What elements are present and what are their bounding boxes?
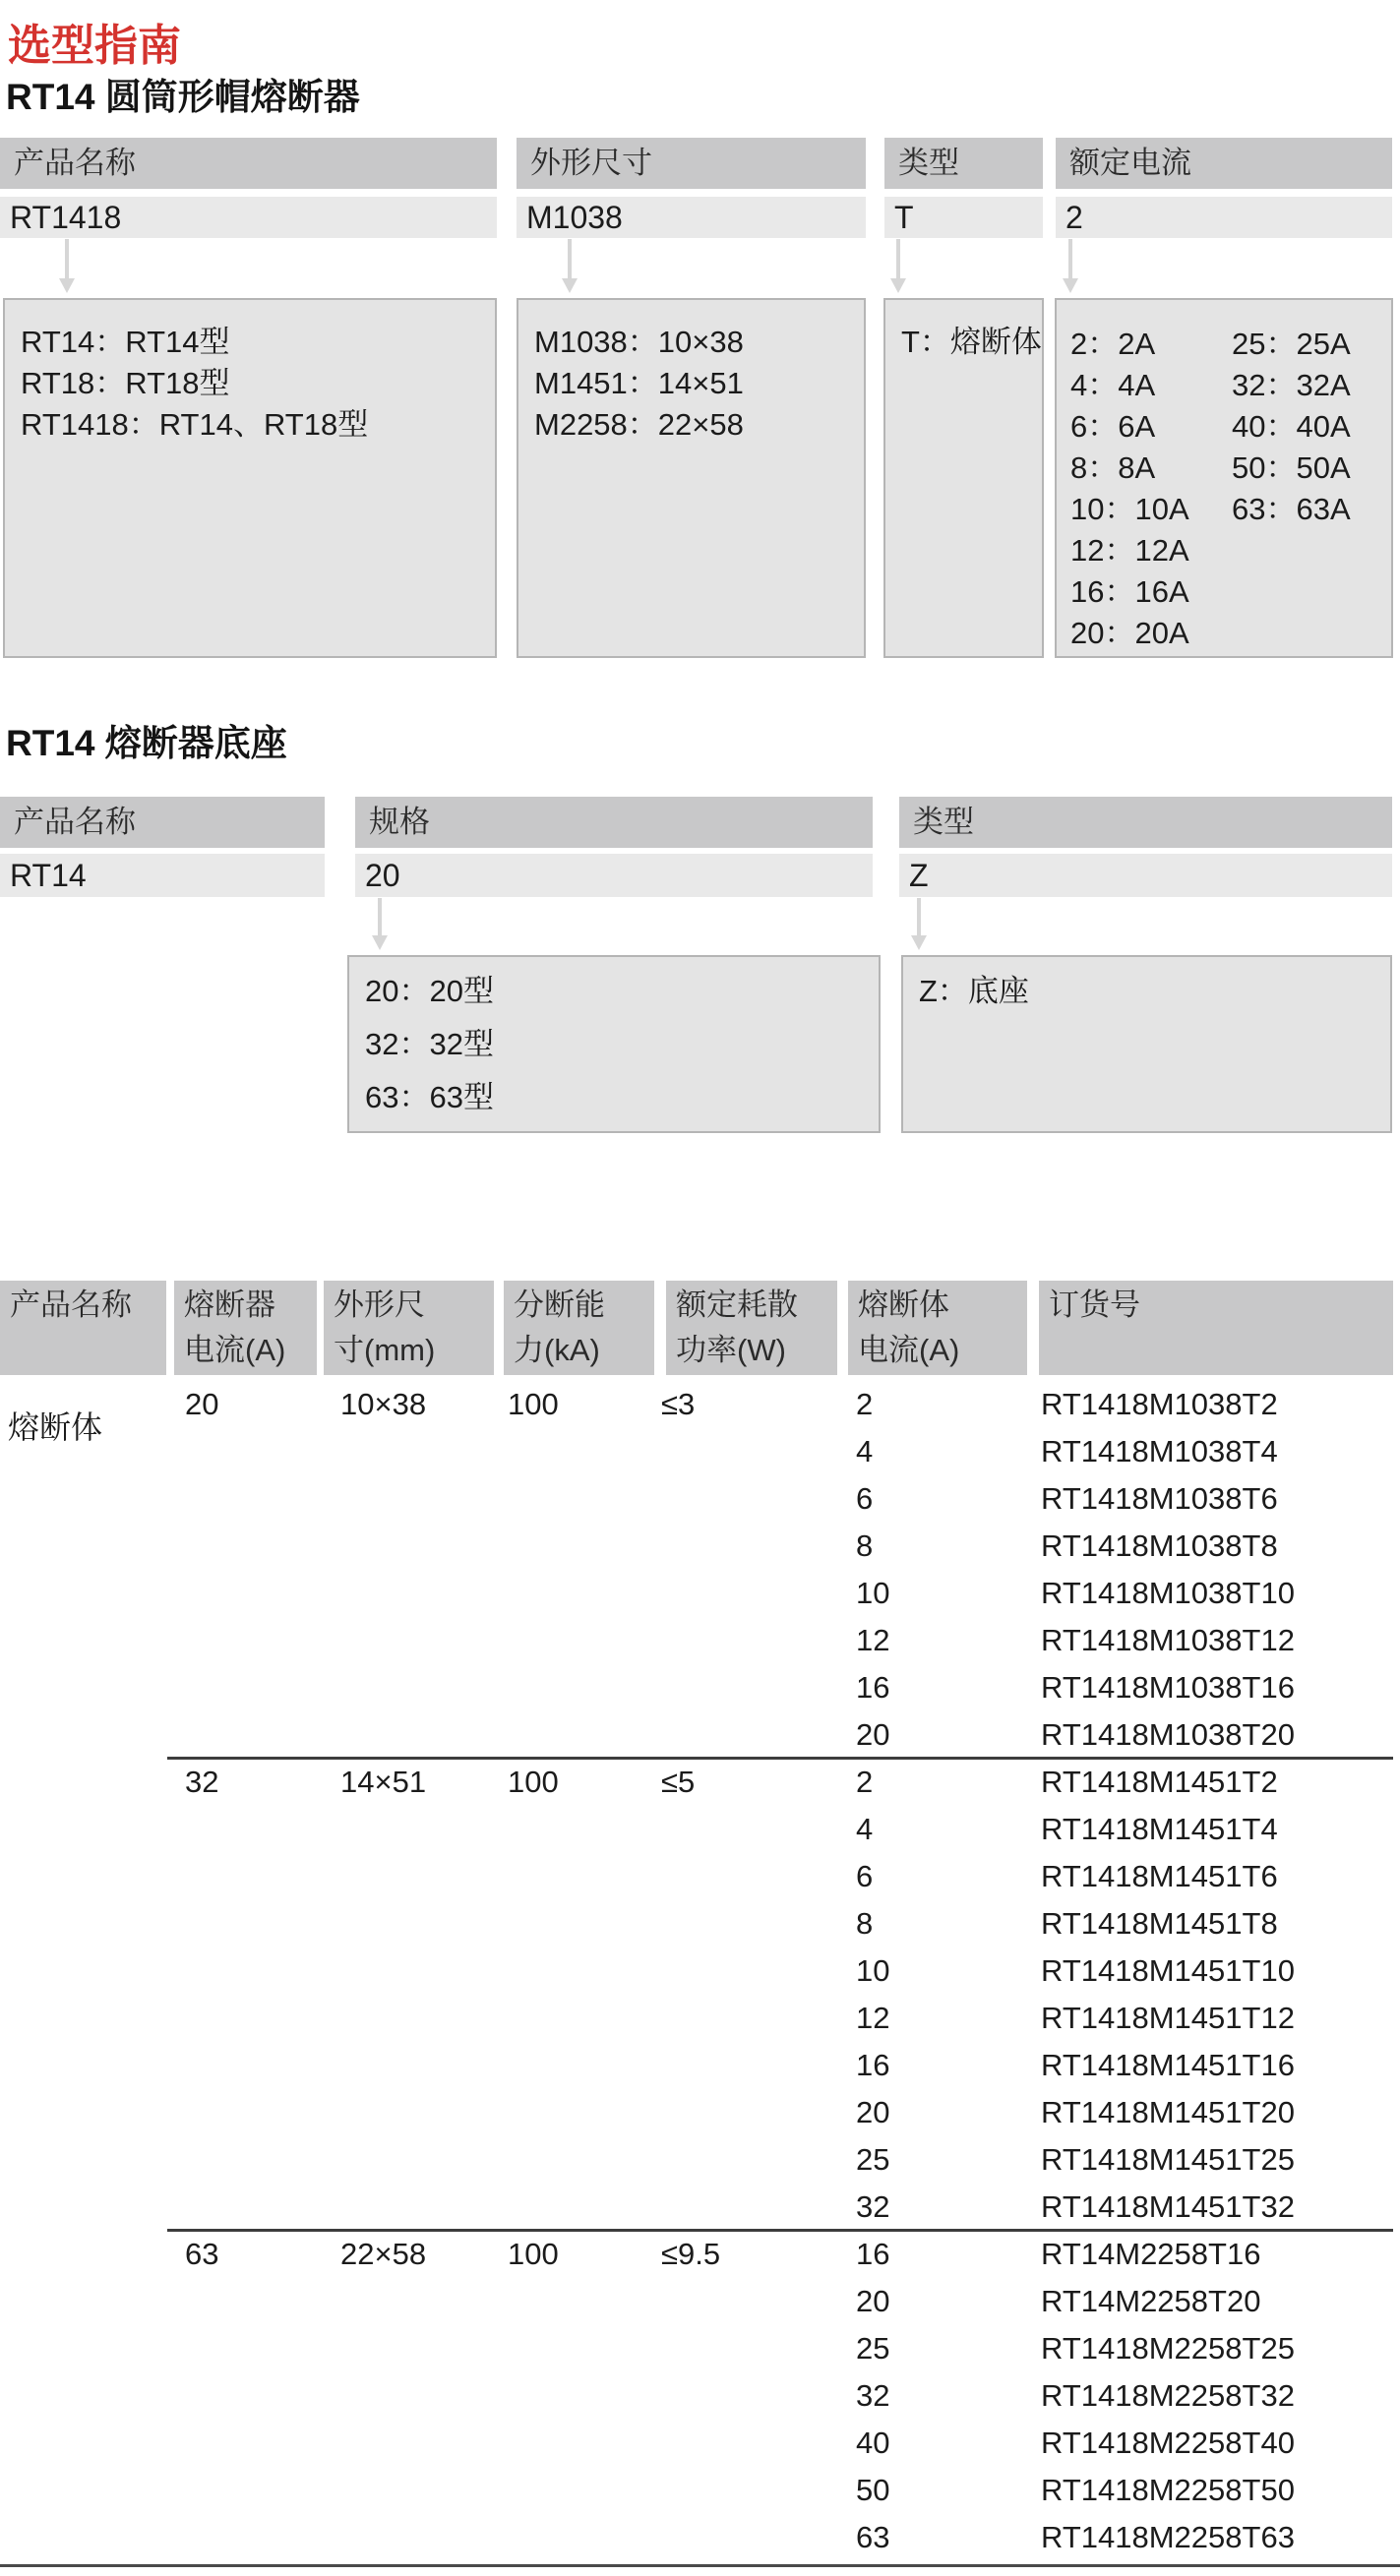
order-table-row (0, 2467, 1400, 2514)
row-fusebody-current: 20 (856, 2284, 890, 2318)
s1-value-product-name: RT1418 (0, 197, 497, 238)
s2-header-product-name: 产品名称 (0, 797, 325, 848)
s1-notes-type (883, 298, 1044, 658)
s1-header-type: 类型 (884, 138, 1043, 189)
s1-notes-rated-current (1055, 298, 1393, 658)
order-table-row (0, 1947, 1400, 1995)
row-order-no: RT1418M1451T4 (1041, 1812, 1278, 1846)
ot-header-fusebody-current (848, 1281, 1027, 1375)
note-line: 2：2A (1070, 327, 1156, 361)
s1-value-size: M1038 (517, 197, 866, 238)
s2-value-type: Z (899, 854, 1392, 897)
row-fusebody-current: 10 (856, 1953, 890, 1988)
note-line: 63：63A (1232, 492, 1351, 526)
order-table-row (0, 1853, 1400, 1900)
note-line: 63：63型 (365, 1080, 494, 1114)
header-line: 电流(A) (184, 1333, 286, 1367)
header-line: 力(kA) (514, 1333, 600, 1367)
s1-header-size: 外形尺寸 (517, 138, 866, 189)
note-line: 32：32型 (365, 1027, 494, 1061)
order-table-row (0, 2325, 1400, 2372)
section2-heading: RT14 熔断器底座 (6, 723, 287, 763)
row-fusebody-current: 12 (856, 1623, 890, 1657)
section1-heading: RT14 圆筒形帽熔断器 (6, 77, 360, 117)
order-table-row (0, 2184, 1400, 2231)
row-fusebody-current: 8 (856, 1528, 874, 1563)
row-fusebody-current: 10 (856, 1576, 890, 1610)
s1-value-type: T (884, 197, 1043, 238)
header-line: 熔断器 (184, 1288, 275, 1322)
order-table-row (0, 1381, 1400, 1428)
group-breaking-capacity: 100 (508, 1765, 559, 1799)
arrow-down-icon (65, 239, 69, 278)
order-table-row (0, 1759, 1400, 1806)
s1-value-rated-current: 2 (1056, 197, 1392, 238)
header-line: 电流(A) (858, 1333, 960, 1367)
ot-header-product-name (0, 1281, 166, 1375)
row-order-no: RT1418M1451T12 (1041, 2001, 1295, 2035)
note-line: T：熔断体 (901, 325, 1042, 359)
group-rows (0, 2231, 1400, 2561)
row-order-no: RT1418M1038T6 (1041, 1481, 1278, 1516)
group-breaking-capacity: 100 (508, 1387, 559, 1421)
bottom-rule (0, 2564, 1400, 2567)
row-fusebody-current: 12 (856, 2001, 890, 2035)
order-table-row (0, 1711, 1400, 1759)
header-line: 外形尺 (334, 1288, 425, 1322)
arrow-down-icon (896, 239, 900, 278)
order-table-body (0, 1381, 1400, 2561)
row-order-no: RT1418M1038T20 (1041, 1717, 1295, 1752)
order-table-row (0, 1995, 1400, 2042)
row-order-no: RT1418M2258T40 (1041, 2426, 1295, 2460)
header-line: 分断能 (514, 1288, 605, 1322)
header-line: 产品名称 (10, 1288, 132, 1322)
note-line: 50：50A (1232, 450, 1351, 485)
order-table-row (0, 2089, 1400, 2136)
header-line: 寸(mm) (334, 1333, 436, 1367)
row-order-no: RT1418M1451T32 (1041, 2189, 1295, 2224)
order-table-group (0, 1381, 1400, 1759)
row-fusebody-current: 32 (856, 2378, 890, 2413)
group-breaking-capacity: 100 (508, 2237, 559, 2271)
row-order-no: RT1418M1038T2 (1041, 1387, 1278, 1421)
row-order-no: RT1418M1038T16 (1041, 1670, 1295, 1705)
page-title: 选型指南 (8, 22, 181, 70)
row-order-no: RT1418M2258T50 (1041, 2473, 1295, 2507)
group-rows (0, 1381, 1400, 1759)
note-line: 16：16A (1070, 574, 1189, 609)
s1-header-product-name: 产品名称 (0, 138, 497, 189)
order-table-row (0, 1523, 1400, 1570)
ot-header-breaking-capacity (504, 1281, 654, 1375)
note-line: 25：25A (1232, 327, 1351, 361)
s1-notes-size (517, 298, 866, 658)
note-line: M2258：22×58 (534, 407, 744, 442)
ot-header-fuse-current (174, 1281, 317, 1375)
note-line: 32：32A (1232, 368, 1351, 402)
order-table-row (0, 2372, 1400, 2420)
note-line: RT14：RT14型 (21, 325, 230, 359)
note-line: 6：6A (1070, 409, 1156, 444)
order-table-row (0, 1617, 1400, 1664)
header-line: 功率(W) (676, 1333, 786, 1367)
row-order-no: RT14M2258T20 (1041, 2284, 1261, 2318)
row-fusebody-current: 20 (856, 1717, 890, 1752)
note-line: 4：4A (1070, 368, 1156, 402)
s1-header-rated-current: 额定电流 (1056, 138, 1392, 189)
order-table-row (0, 2420, 1400, 2467)
group-rows (0, 1759, 1400, 2231)
row-fusebody-current: 2 (856, 1387, 874, 1421)
row-fusebody-current: 16 (856, 1670, 890, 1705)
s2-value-spec: 20 (355, 854, 873, 897)
note-line: 20：20型 (365, 974, 494, 1008)
note-line: 12：12A (1070, 533, 1189, 568)
row-order-no: RT1418M1451T20 (1041, 2095, 1295, 2129)
s2-header-spec: 规格 (355, 797, 873, 848)
s2-header-type: 类型 (899, 797, 1392, 848)
group-size: 14×51 (340, 1765, 427, 1799)
order-table-row (0, 1806, 1400, 1853)
group-rated-power: ≤9.5 (661, 2237, 721, 2271)
order-table-row (0, 2042, 1400, 2089)
row-fusebody-current: 16 (856, 2048, 890, 2082)
note-line: M1038：10×38 (534, 325, 744, 359)
group-rated-power: ≤5 (661, 1765, 696, 1799)
row-order-no: RT14M2258T16 (1041, 2237, 1261, 2271)
group-fuse-current: 32 (185, 1765, 219, 1799)
note-line: M1451：14×51 (534, 366, 744, 400)
s2-notes-spec (347, 955, 881, 1133)
order-table-row (0, 2231, 1400, 2278)
order-table-row (0, 1664, 1400, 1711)
arrow-down-icon (378, 898, 382, 935)
s1-notes-product-name (3, 298, 497, 658)
ot-product-name-cell: 熔断体 (8, 1409, 103, 1445)
note-line: 8：8A (1070, 450, 1156, 485)
order-table-row (0, 1428, 1400, 1475)
arrow-down-icon (568, 239, 572, 278)
row-fusebody-current: 63 (856, 2520, 890, 2554)
rated-current-list-left (1070, 324, 1189, 654)
row-fusebody-current: 6 (856, 1481, 874, 1516)
note-line: RT1418：RT14、RT18型 (21, 407, 369, 442)
order-table-row (0, 1900, 1400, 1947)
order-table-row (0, 1475, 1400, 1523)
row-order-no: RT1418M1038T8 (1041, 1528, 1278, 1563)
row-order-no: RT1418M1451T6 (1041, 1859, 1278, 1893)
order-table-row (0, 2278, 1400, 2325)
row-fusebody-current: 6 (856, 1859, 874, 1893)
group-fuse-current: 20 (185, 1387, 219, 1421)
rated-current-list-right (1232, 324, 1351, 530)
order-table-row (0, 2136, 1400, 2184)
row-fusebody-current: 25 (856, 2142, 890, 2177)
row-order-no: RT1418M2258T63 (1041, 2520, 1295, 2554)
row-order-no: RT1418M1038T12 (1041, 1623, 1295, 1657)
note-line: 40：40A (1232, 409, 1351, 444)
row-fusebody-current: 20 (856, 2095, 890, 2129)
header-line: 熔断体 (858, 1288, 949, 1322)
row-order-no: RT1418M1451T8 (1041, 1906, 1278, 1941)
note-line: RT18：RT18型 (21, 366, 230, 400)
order-table-group (0, 2231, 1400, 2561)
group-rated-power: ≤3 (661, 1387, 696, 1421)
note-line: 20：20A (1070, 616, 1189, 650)
row-order-no: RT1418M1451T2 (1041, 1765, 1278, 1799)
row-order-no: RT1418M1451T25 (1041, 2142, 1295, 2177)
row-order-no: RT1418M1451T16 (1041, 2048, 1295, 2082)
group-size: 10×38 (340, 1387, 427, 1421)
row-fusebody-current: 4 (856, 1812, 874, 1846)
header-line: 订货号 (1049, 1288, 1140, 1322)
note-line: Z：底座 (919, 974, 1029, 1008)
row-fusebody-current: 40 (856, 2426, 890, 2460)
ot-header-order-no (1039, 1281, 1393, 1375)
row-fusebody-current: 32 (856, 2189, 890, 2224)
group-size: 22×58 (340, 2237, 427, 2271)
row-order-no: RT1418M1451T10 (1041, 1953, 1295, 1988)
arrow-down-icon (1068, 239, 1072, 278)
row-order-no: RT1418M2258T32 (1041, 2378, 1295, 2413)
ot-header-rated-power (666, 1281, 837, 1375)
row-fusebody-current: 16 (856, 2237, 890, 2271)
order-table-row (0, 1570, 1400, 1617)
row-fusebody-current: 50 (856, 2473, 890, 2507)
group-fuse-current: 63 (185, 2237, 219, 2271)
ot-header-size (324, 1281, 494, 1375)
row-fusebody-current: 4 (856, 1434, 874, 1468)
order-table-group (0, 1759, 1400, 2231)
s2-value-product-name: RT14 (0, 854, 325, 897)
row-fusebody-current: 2 (856, 1765, 874, 1799)
row-order-no: RT1418M1038T4 (1041, 1434, 1278, 1468)
note-line: 10：10A (1070, 492, 1189, 526)
row-fusebody-current: 25 (856, 2331, 890, 2366)
arrow-down-icon (917, 898, 921, 935)
row-fusebody-current: 8 (856, 1906, 874, 1941)
row-order-no: RT1418M2258T25 (1041, 2331, 1295, 2366)
s2-notes-type (901, 955, 1392, 1133)
order-table-row (0, 2514, 1400, 2561)
header-line: 额定耗散 (676, 1288, 798, 1322)
row-order-no: RT1418M1038T10 (1041, 1576, 1295, 1610)
